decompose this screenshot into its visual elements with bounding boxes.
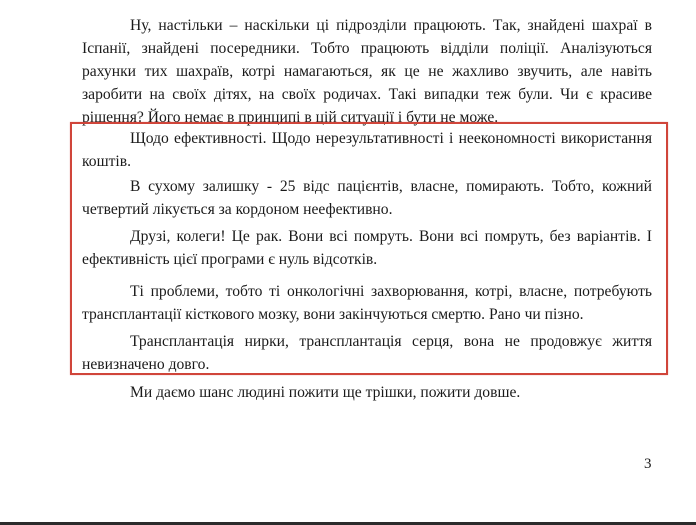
paragraph-intro: Ну, настільки – наскільки ці підрозділи працюють. Так, знайдені шахраї в Іспанії, знайдені посередники. Тобто працюють відділи поліції. Аналізуються рахунки тих шахраїв, котрі намагаються, як це не жахливо звучить, але навіть заробити на своїх дітях, на своїх родичах. Такі випадки теж були. Чи є красиве рішення? Його немає в принципі в цій ситуації і бути не може. [82, 17, 652, 126]
paragraph-efficiency: Щодо ефективності. Щодо нерезультативності і неекономності використання коштів. [82, 130, 652, 170]
paragraph-percent: В сухому залишку - 25 відс пацієнтів, власне, помирають. Тобто, кожний четвертий лікується за кордоном неефективно. [82, 178, 652, 218]
paragraph-oncology: Ті проблеми, тобто ті онкологічні захворювання, котрі, власне, потребують трансплантації кісткового мозку, вони закінчуються смертю. Рано чи пізно. [82, 283, 652, 323]
paragraph-transplant: Трансплантація нирки, трансплантація серця, вона не продовжує життя невизначено довго. [82, 333, 652, 373]
paragraph-cancer: Друзі, колеги! Це рак. Вони всі помруть. Вони всі помруть, без варіантів. І ефективність цієї програми є нуль відсотків. [82, 228, 652, 268]
page-number: 3 [644, 456, 652, 472]
paragraph-chance: Ми даємо шанс людині пожити ще трішки, пожити довше. [130, 384, 521, 401]
